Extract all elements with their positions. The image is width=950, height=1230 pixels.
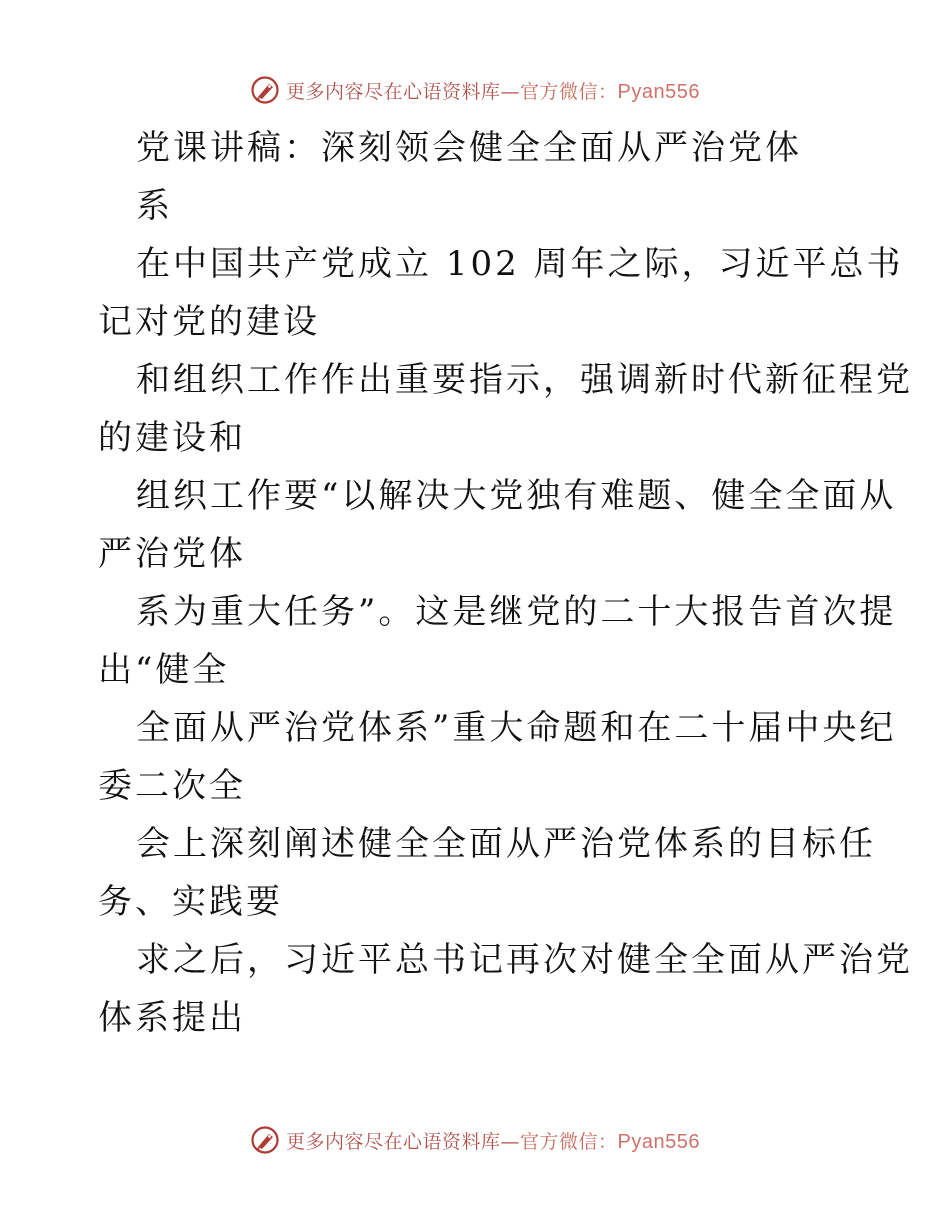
paragraph-line: 组织工作要“以解决大党独有难题、健全全面从 (136, 476, 897, 516)
paragraph-line: 体系提出 (98, 998, 246, 1038)
header-wechat-label: 官方微信： (520, 80, 618, 103)
document-title-line-1: 党课讲稿：深刻领会健全全面从严治党体 (136, 128, 802, 168)
document-title-line-2: 系 (136, 186, 173, 226)
footer-banner (0, 1120, 950, 1160)
footer-wechat-id: Pyan556 (617, 1130, 700, 1153)
paragraph-line: 全面从严治党体系”重大命题和在二十届中央纪 (136, 708, 897, 748)
paragraph-line: 委二次全 (98, 766, 246, 806)
pen-nib-logo-icon (250, 1125, 280, 1155)
paragraph-line: 系为重大任务”。这是继党的二十大报告首次提 (136, 592, 897, 632)
paragraph-line: 的建设和 (98, 418, 246, 458)
paragraph-line: 记对党的建设 (98, 302, 320, 342)
paragraph-line: 求之后，习近平总书记再次对健全全面从严治党 (136, 940, 913, 980)
paragraph-line: 严治党体 (98, 534, 246, 574)
header-banner-main: 更多内容尽在心语资料库— (286, 80, 521, 103)
paragraph-line: 务、实践要 (98, 882, 283, 922)
footer-banner-text (286, 1127, 700, 1154)
footer-banner-main: 更多内容尽在心语资料库— (286, 1130, 521, 1153)
paragraph-line: 在中国共产党成立 102 周年之际，习近平总书 (136, 244, 904, 284)
header-wechat-id: Pyan556 (617, 80, 700, 103)
paragraph-line: 出“健全 (98, 650, 230, 690)
paragraph-line: 会上深刻阐述健全全面从严治党体系的目标任 (136, 824, 876, 864)
footer-wechat-label: 官方微信： (520, 1130, 618, 1153)
paragraph-line: 和组织工作作出重要指示，强调新时代新征程党 (136, 360, 913, 400)
